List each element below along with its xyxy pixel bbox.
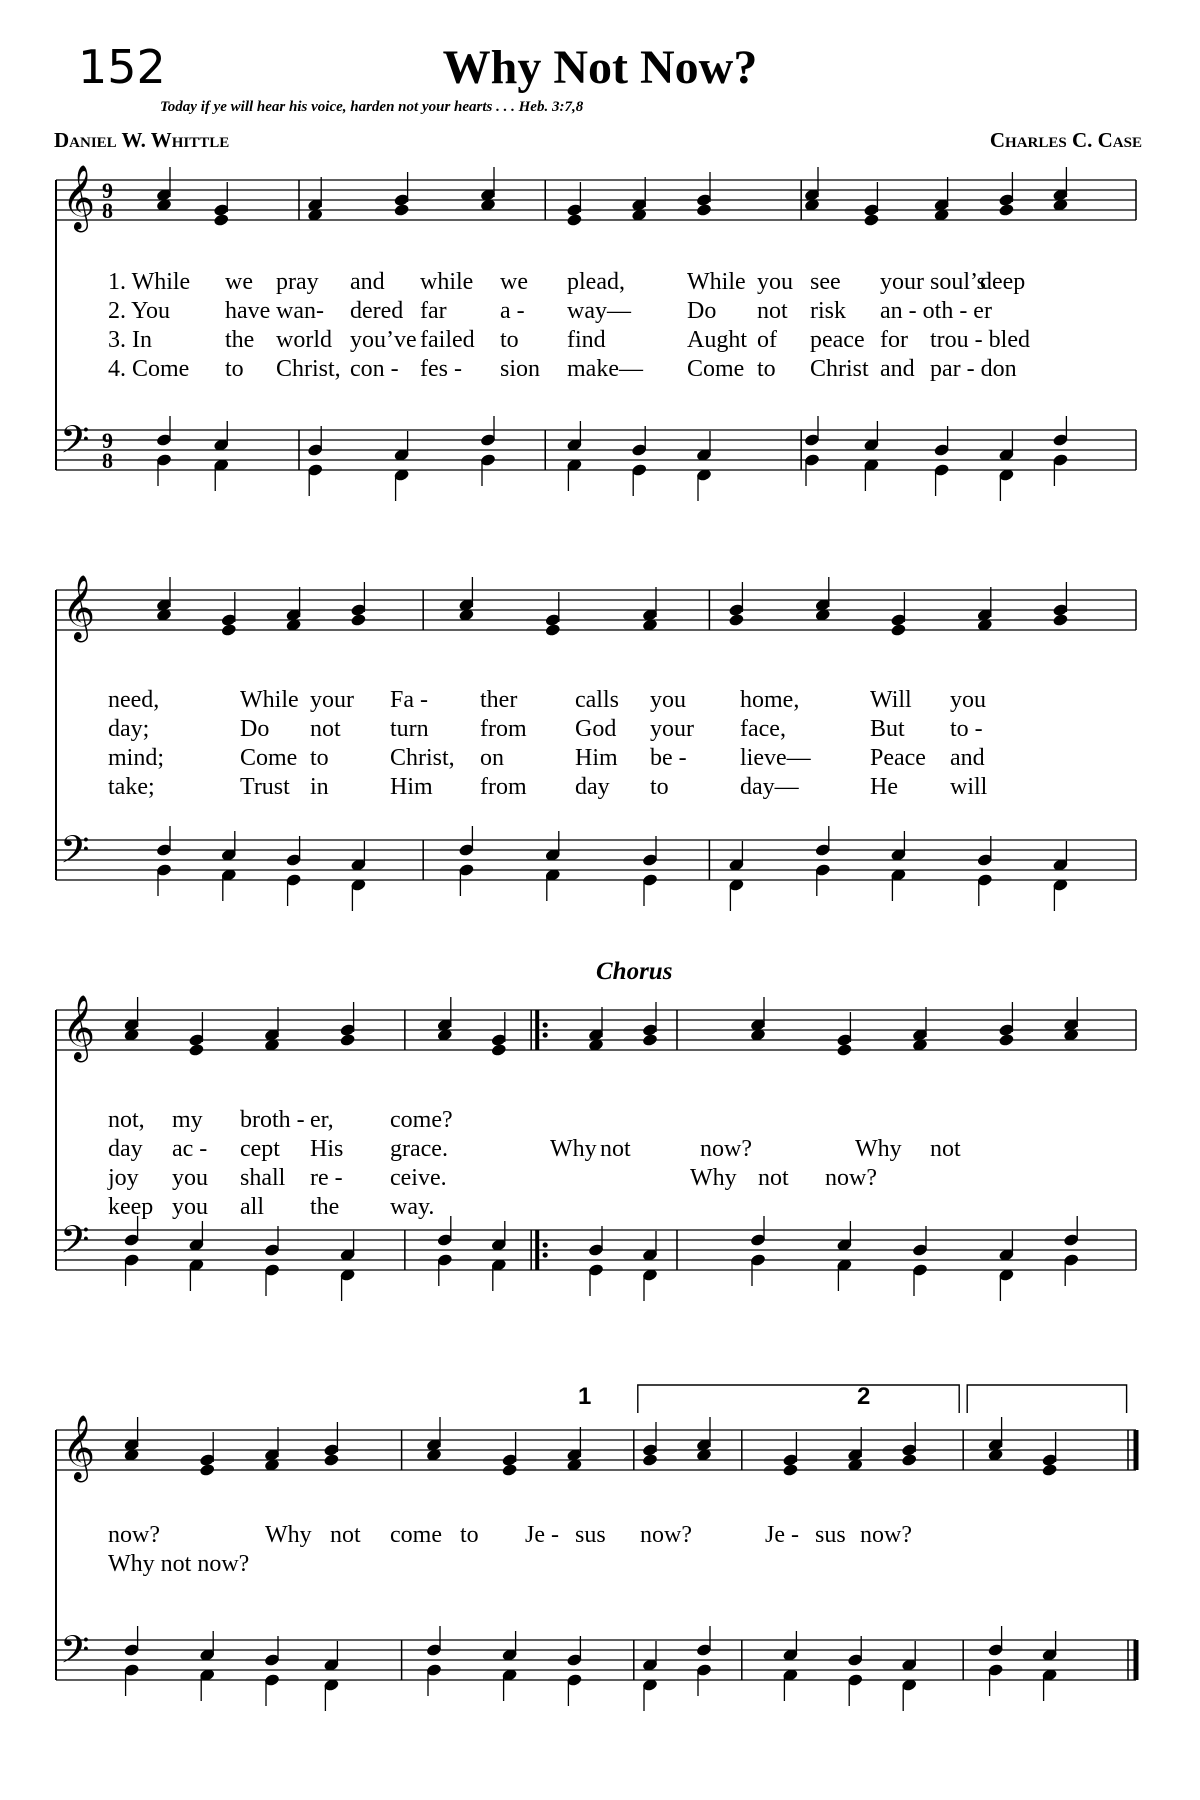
lyric-line [0,1108,1200,1138]
notehead [890,623,907,637]
lyric-syllable: Aught [687,327,747,353]
lyric-syllable: ceive. [390,1165,447,1191]
lyric-syllable: your [880,269,924,295]
lyric-line [0,688,1200,718]
lyric-syllable: sus [815,1522,846,1548]
lyric-syllable: God [575,716,617,742]
lyric-syllable: we [500,269,528,295]
notehead [501,1463,518,1477]
notehead [491,1043,508,1057]
notehead [998,203,1015,217]
lyric-syllable: you [172,1165,208,1191]
volta-bracket [967,1385,1126,1413]
hymn-number: 152 [78,40,166,94]
lyric-syllable: to [757,356,776,382]
lyric-syllable: Him [575,745,618,771]
lyric-syllable: far [420,298,447,324]
lyric-syllable: now? [700,1136,752,1162]
bass-clef-icon: 𝄢 [60,827,90,881]
bass-clef-icon: 𝄢 [60,417,90,471]
bass-clef-icon: 𝄢 [60,1217,90,1271]
lyric-syllable: calls [575,687,619,713]
lyric-syllable: ac - [172,1136,208,1162]
notehead [836,1043,853,1057]
notehead [642,1453,659,1467]
lyric-syllable: will [950,774,988,800]
lyric-syllable: while [420,269,474,295]
lyric-syllable: Why [550,1136,597,1162]
first-ending-label: 1 [578,1383,592,1410]
lyric-syllable: 3. In [108,327,152,353]
lyric-syllable: trou - bled [930,327,1030,353]
repeat-dot [543,1252,548,1257]
lyric-syllable: Christ, [276,356,341,382]
time-signature-numerator: 9 [102,178,113,203]
lyric-syllable: deep [980,269,1026,295]
lyric-syllable: day [575,774,610,800]
bass-clef-icon: 𝄢 [60,1627,90,1681]
lyric-syllable: Why [265,1522,312,1548]
lyric-syllable: find [567,327,606,353]
bass-staff-4 [56,1640,1136,1680]
lyric-syllable: grace. [390,1136,448,1162]
lyric-syllable: your [310,687,354,713]
lyric-syllable: day [108,1136,143,1162]
lyric-syllable: the [225,327,255,353]
repeat-dot [543,1242,548,1247]
lyric-syllable: be - [650,745,687,771]
lyric-syllable: world [276,327,332,353]
repeat-dot [543,1022,548,1027]
lyric-line [0,1552,1200,1582]
lyric-syllable: While [240,687,299,713]
notehead [566,213,583,227]
lyric-syllable: day; [108,716,150,742]
lyric-syllable: risk [810,298,846,324]
lyric-syllable: lieve— [740,745,811,771]
repeat-dot [543,1032,548,1037]
lyric-line [0,775,1200,805]
lyric-syllable: 2. You [108,298,171,324]
time-signature-denominator: 8 [102,198,113,223]
lyric-syllable: Je - [525,1522,559,1548]
lyric-syllable: er, [310,1107,334,1133]
notehead [728,613,745,627]
composer-credit: Charles C. Case [989,128,1142,152]
notehead [1041,1463,1058,1477]
lyric-syllable: Trust [240,774,290,800]
notehead [998,1033,1015,1047]
lyric-syllable: see [810,269,841,295]
lyric-syllable: He [870,774,898,800]
treble-staff-2 [56,590,1136,630]
lyric-syllable: day— [740,774,799,800]
lyric-syllable: take; [108,774,155,800]
hymn-title: Why Not Now? [442,41,758,94]
lyric-line [0,1195,1200,1225]
lyric-syllable: Why [690,1165,737,1191]
lyric-syllable: now? [108,1522,160,1548]
notehead [642,1033,659,1047]
lyric-syllable: joy [108,1165,139,1191]
second-ending-label: 2 [857,1383,871,1410]
lyric-syllable: your [650,716,694,742]
lyric-syllable: turn [390,716,429,742]
notehead [1052,613,1069,627]
lyric-syllable: we [225,269,253,295]
lyric-syllable: 4. Come [108,356,190,382]
notehead [696,203,713,217]
lyric-syllable: Come [687,356,745,382]
lyric-syllable: Peace [870,745,926,771]
lyric-syllable: Will [870,687,912,713]
lyric-syllable: Christ [810,356,869,382]
notehead [782,1463,799,1477]
scripture-epigraph: Today if ye will hear his voice, harden not your hearts . . . Heb. 3:7,8 [160,99,584,115]
treble-clef-icon: 𝄞 [62,995,96,1060]
lyric-syllable: a - [500,298,525,324]
lyric-syllable: from [480,716,527,742]
lyric-syllable: keep [108,1194,154,1220]
notehead [901,1453,918,1467]
lyric-syllable: all [240,1194,264,1220]
lyric-syllable: to [225,356,244,382]
lyric-syllable: you [172,1194,208,1220]
lyric-syllable: wan- [276,298,324,324]
lyric-syllable: to [460,1522,479,1548]
lyric-syllable: for [880,327,908,353]
lyric-syllable: His [310,1136,344,1162]
notehead [339,1033,356,1047]
treble-clef-icon: 𝄞 [62,1415,96,1480]
lyric-line [0,746,1200,776]
lyric-syllable: make— [567,356,643,382]
lyric-line [0,1523,1200,1553]
lyric-syllable: now? [825,1165,877,1191]
lyric-syllable: not [757,298,788,324]
notehead [863,213,880,227]
lyric-syllable: come [390,1522,442,1548]
lyric-syllable: home, [740,687,800,713]
notehead [188,1043,205,1057]
notehead [199,1463,216,1477]
lyric-syllable: not, [108,1107,145,1133]
lyric-line [0,328,1200,358]
lyric-syllable: pray [276,269,319,295]
lyric-syllable: Him [390,774,433,800]
lyric-syllable: 1. While [108,269,191,295]
lyric-syllable: Come [240,745,298,771]
treble-staff-4 [56,1430,1136,1470]
lyric-line [0,717,1200,747]
lyric-syllable: the [310,1194,340,1220]
notehead [393,203,410,217]
lyric-syllable: my [172,1107,203,1133]
lyric-syllable: and [950,745,985,771]
lyric-syllable: cept [240,1136,280,1162]
notehead [221,623,238,637]
lyric-syllable: have [225,298,271,324]
lyric-syllable: come? [390,1107,453,1133]
volta-bracket [638,1385,959,1413]
notehead [323,1453,340,1467]
lyric-line [0,1137,1200,1167]
lyric-syllable: sion [500,356,541,382]
lyric-syllable: Why not now? [108,1551,250,1577]
lyric-syllable: from [480,774,527,800]
notehead [213,213,230,227]
lyric-syllable: need, [108,687,160,713]
lyric-syllable: of [757,327,777,353]
lyric-syllable: not [330,1522,361,1548]
notehead [545,623,562,637]
time-signature-numerator: 9 [102,428,113,453]
lyric-line [0,1166,1200,1196]
treble-clef-icon: 𝄞 [62,165,96,230]
lyric-syllable: Je - [765,1522,799,1548]
lyric-syllable: you [650,687,686,713]
lyric-syllable: peace [810,327,865,353]
lyric-syllable: an - oth - er [880,298,992,324]
lyric-syllable: par - don [930,356,1017,382]
lyric-syllable: Fa - [390,687,428,713]
lyric-syllable: While [687,269,746,295]
lyric-syllable: not [758,1165,789,1191]
lyric-syllable: on [480,745,504,771]
lyricist-credit: Daniel W. Whittle [54,128,230,152]
lyric-line [0,299,1200,329]
lyric-syllable: face, [740,716,786,742]
lyric-syllable: fes - [420,356,462,382]
bass-staff-2 [56,840,1136,880]
lyric-syllable: mind; [108,745,165,771]
chorus-label: Chorus [596,958,673,985]
lyric-syllable: dered [350,298,404,324]
treble-clef-icon: 𝄞 [62,575,96,640]
lyric-syllable: not [930,1136,961,1162]
lyric-syllable: sus [575,1522,606,1548]
lyric-syllable: plead, [567,269,625,295]
lyric-syllable: re - [310,1165,343,1191]
lyric-syllable: failed [420,327,475,353]
lyric-syllable: not [600,1136,631,1162]
lyric-syllable: now? [640,1522,692,1548]
lyric-syllable: now? [860,1522,912,1548]
lyric-syllable: not [310,716,341,742]
lyric-line [0,357,1200,387]
time-signature-denominator: 8 [102,448,113,473]
lyric-syllable: But [870,716,905,742]
lyric-syllable: to [500,327,519,353]
lyric-syllable: in [310,774,329,800]
lyric-syllable: to [310,745,329,771]
lyric-line [0,270,1200,300]
lyric-syllable: and [880,356,915,382]
lyric-syllable: shall [240,1165,286,1191]
lyric-syllable: ther [480,687,518,713]
lyric-syllable: soul’s [930,269,987,295]
lyric-syllable: to - [950,716,983,742]
lyric-syllable: Do [687,298,717,324]
lyric-syllable: way— [567,298,631,324]
lyric-syllable: con - [350,356,399,382]
lyric-syllable: Do [240,716,270,742]
lyric-syllable: to [650,774,669,800]
notehead [350,613,367,627]
lyric-syllable: you [757,269,793,295]
lyric-syllable: and [350,269,385,295]
lyric-syllable: way. [390,1194,435,1220]
lyric-syllable: broth - [240,1107,305,1133]
lyric-syllable: you’ve [350,327,417,353]
lyric-syllable: Why [855,1136,902,1162]
lyric-syllable: you [950,687,986,713]
lyric-syllable: Christ, [390,745,455,771]
